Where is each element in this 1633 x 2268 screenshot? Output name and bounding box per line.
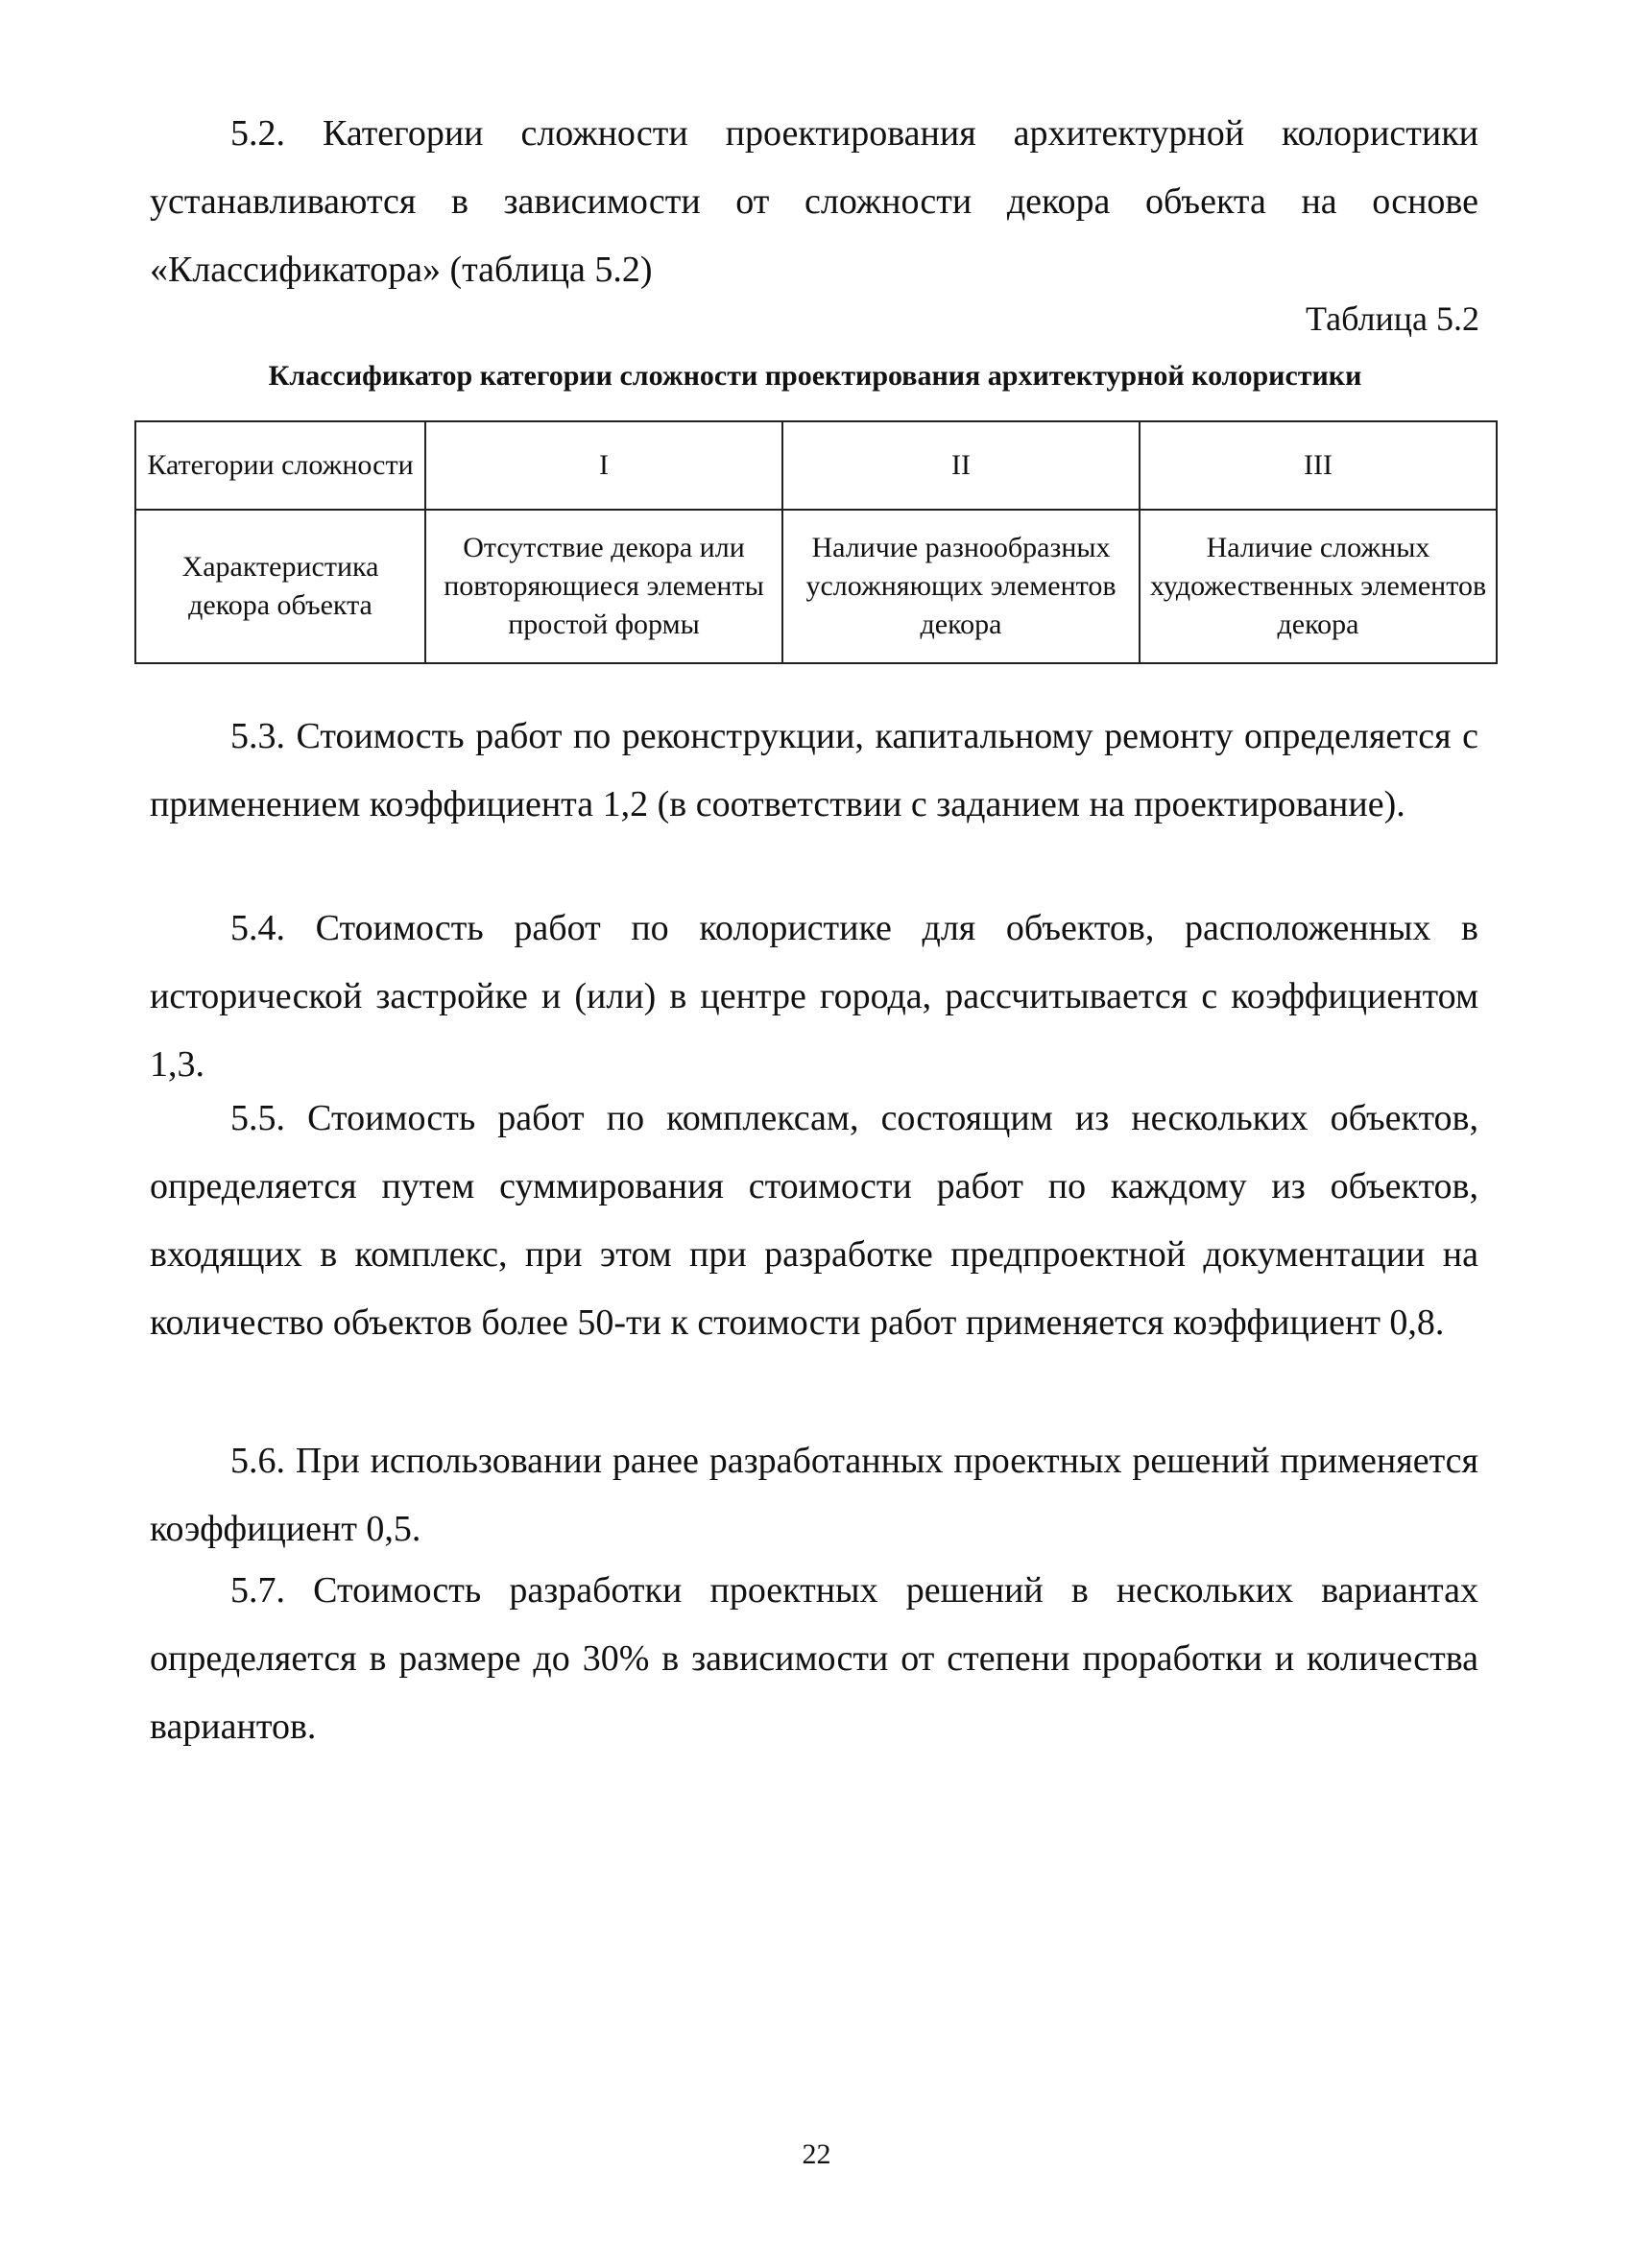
paragraph-5-4: 5.4. Стоимость работ по колористике для объектов, расположенных в исторической застройке и (или) в центре города, рассчитывается с коэффициентом 1,3.	[150, 908, 1478, 1085]
header-cell-category: Категории сложности	[135, 421, 425, 510]
table-row	[135, 510, 1497, 663]
row-cell-ii: Наличие разнообразных усложняющих элементов декора	[782, 510, 1140, 663]
header-cell-i: I	[425, 421, 782, 510]
table-caption: Таблица 5.2	[1306, 299, 1479, 338]
row-cell-i: Отсутствие декора или повторяющиеся элементы простой формы	[425, 510, 782, 663]
table-header-row	[135, 421, 1497, 510]
paragraph-5-5: 5.5. Стоимость работ по комплексам, состоящим из нескольких объектов, определяется путем суммирования стоимости работ по каждому из объектов, входящих в комплекс, при этом при разработке предпроектной документации на количество объектов более 50-ти к стоимости работ применяется коэффициент 0,8.	[150, 1098, 1478, 1343]
page-number: 22	[802, 2138, 831, 2170]
paragraph-5-3: 5.3. Стоимость работ по реконструкции, капитальному ремонту определяется с применением коэффициента 1,2 (в соответствии с заданием на проектирование).	[150, 716, 1478, 824]
paragraph-5-2: 5.2. Категории сложности проектирования архитектурной колористики устанавливаются в зависимости от сложности декора объекта на основе «Классификатора» (таблица 5.2)	[150, 113, 1478, 290]
row-cell-iii: Наличие сложных художественных элементов декора	[1140, 510, 1497, 663]
classifier-table	[134, 420, 1498, 664]
row-cell-characteristic: Характеристика декора объекта	[135, 510, 425, 663]
header-cell-ii: II	[782, 421, 1140, 510]
table-title: Классификатор категории сложности проектирования архитектурной колористики	[268, 360, 1362, 392]
paragraph-5-7: 5.7. Стоимость разработки проектных решений в нескольких вариантах определяется в размере до 30% в зависимости от степени проработки и количества вариантов.	[150, 1570, 1478, 1747]
paragraph-5-6: 5.6. При использовании ранее разработанных проектных решений применяется коэффициент 0,5.	[150, 1441, 1478, 1549]
header-cell-iii: III	[1140, 421, 1497, 510]
